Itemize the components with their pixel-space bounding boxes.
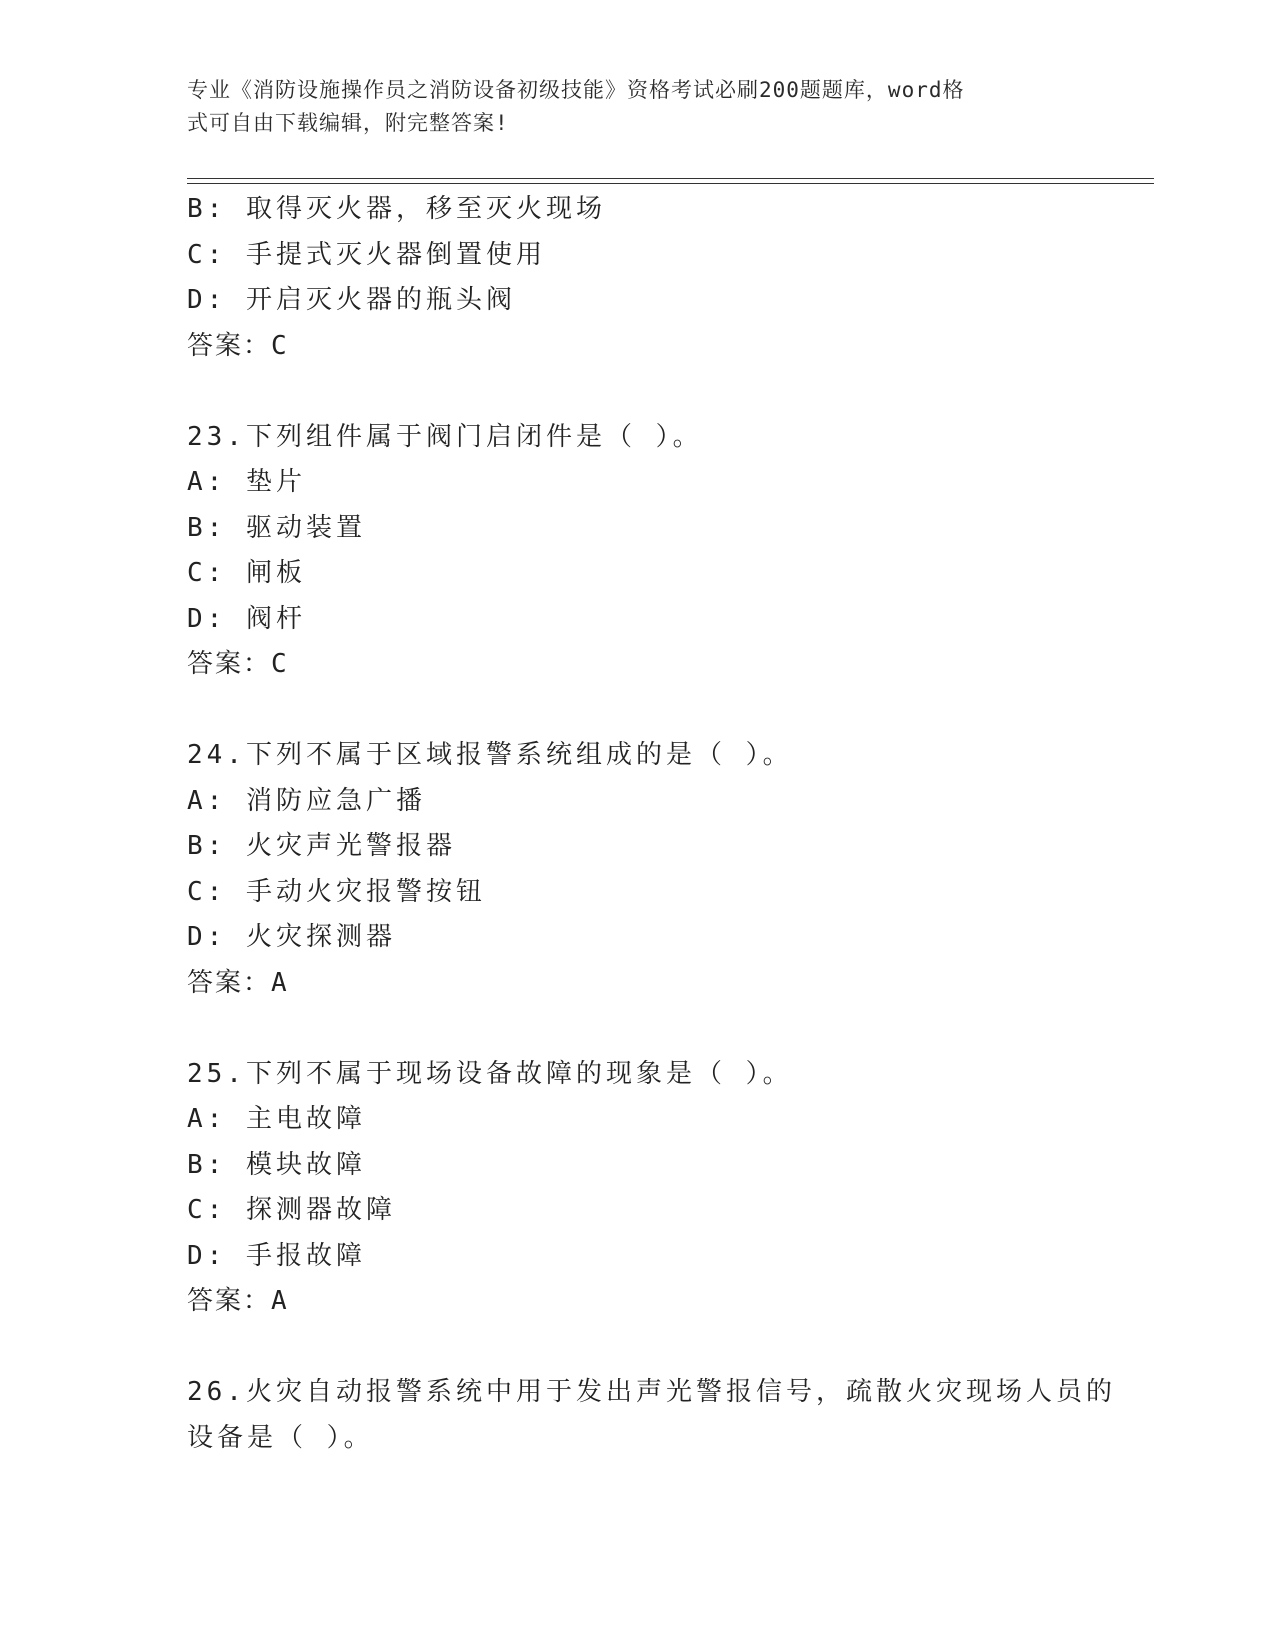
option-b: B: 取得灭火器，移至灭火现场: [187, 194, 606, 224]
spacer: [187, 1325, 1087, 1371]
question-22-continued: [187, 187, 1087, 369]
option-a: A: 主电故障: [187, 1104, 366, 1134]
option-d: D: 火灾探测器: [187, 922, 396, 952]
spacer: [187, 1006, 1087, 1052]
question-26: [187, 1370, 1116, 1461]
spacer: [187, 369, 1087, 415]
question-25: [187, 1052, 1087, 1325]
option-b: B: 模块故障: [187, 1149, 366, 1180]
question-stem-line-1: 26.火灾自动报警系统中用于发出声光警报信号，疏散火灾现场人员的: [187, 1377, 1116, 1407]
question-list: [187, 187, 1116, 1461]
option-d: D: 开启灭火器的瓶头阀: [187, 285, 516, 315]
option-b: B: 驱动装置: [187, 512, 366, 543]
spacer: [187, 688, 1087, 734]
option-a: A: 垫片: [187, 467, 306, 497]
header-divider-bottom: [187, 183, 1154, 184]
document-header: [187, 74, 1067, 140]
question-stem: 23.下列组件属于阀门启闭件是（ ）。: [187, 421, 703, 452]
question-stem: 24.下列不属于区域报警系统组成的是（ ）。: [187, 740, 793, 770]
option-c: C: 探测器故障: [187, 1195, 396, 1225]
answer-line: 答案：A: [187, 967, 289, 998]
header-line-2: 式可自由下载编辑，附完整答案!: [187, 111, 509, 135]
header-divider-top: [187, 178, 1154, 179]
option-d: D: 阀杆: [187, 603, 306, 634]
question-stem-line-2: 设备是（ ）。: [187, 1422, 374, 1453]
answer-line: 答案：C: [187, 649, 289, 679]
answer-line: 答案：A: [187, 1286, 289, 1316]
option-d: D: 手报故障: [187, 1240, 366, 1271]
option-c: C: 闸板: [187, 558, 306, 588]
option-a: A: 消防应急广播: [187, 785, 426, 816]
option-c: C: 手提式灭火器倒置使用: [187, 239, 546, 270]
option-c: C: 手动火灾报警按钮: [187, 876, 486, 907]
option-b: B: 火灾声光警报器: [187, 831, 456, 861]
question-24: [187, 733, 1087, 1006]
answer-line: 答案：C: [187, 330, 289, 361]
header-line-1: 专业《消防设施操作员之消防设备初级技能》资格考试必刷200题题库，word格: [187, 78, 965, 102]
question-stem: 25.下列不属于现场设备故障的现象是（ ）。: [187, 1058, 793, 1089]
question-23: [187, 415, 1087, 688]
